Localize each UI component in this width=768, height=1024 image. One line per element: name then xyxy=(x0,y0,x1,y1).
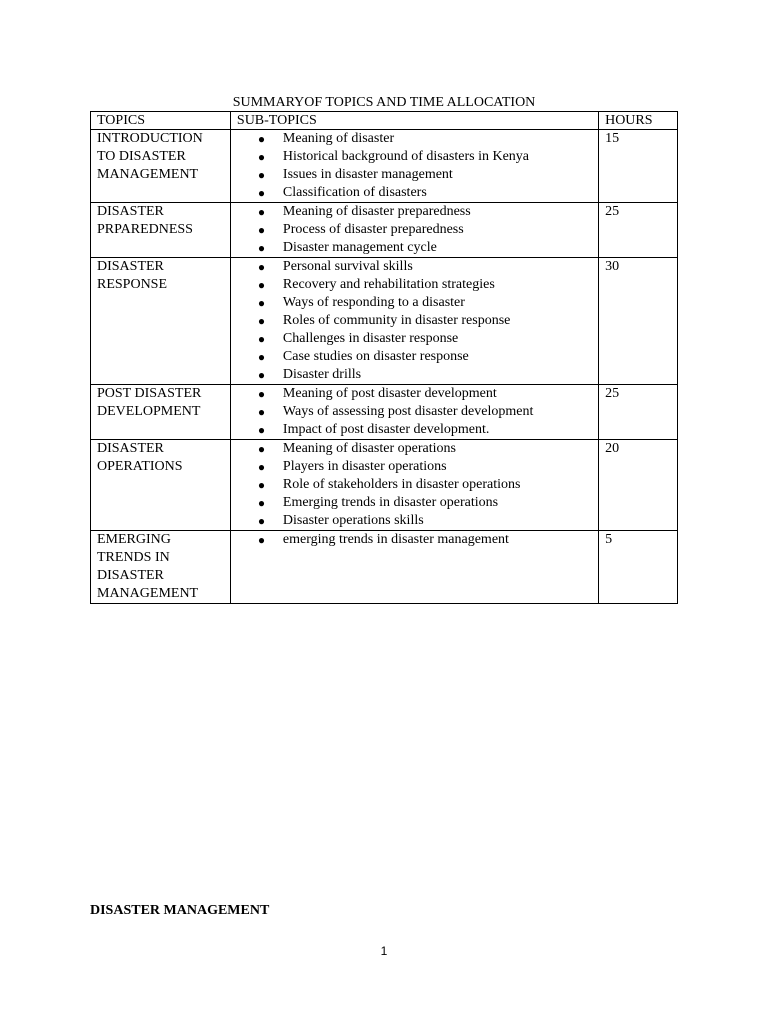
topic-line: TO DISASTER xyxy=(97,149,186,164)
topic-cell xyxy=(91,440,231,531)
subtopic-text: Recovery and rehabilitation strategies xyxy=(282,277,495,292)
topic-cell xyxy=(91,130,231,203)
subtopic-text: Disaster operations skills xyxy=(282,513,424,528)
bullet-icon: ● xyxy=(257,186,266,200)
topic-cell xyxy=(91,385,231,440)
bullet-icon: ● xyxy=(257,368,266,382)
subtopic-text: Emerging trends in disaster operations xyxy=(282,495,499,510)
subtopic-item xyxy=(237,531,598,549)
subtopic-item xyxy=(237,276,598,294)
subtopic-text: Challenges in disaster response xyxy=(282,331,459,346)
subtopic-item xyxy=(237,148,598,166)
bullet-icon: ● xyxy=(257,514,266,528)
topic-line: RESPONSE xyxy=(97,277,168,292)
bullet-icon: ● xyxy=(257,132,266,146)
table-header-row xyxy=(91,112,678,130)
subtopics-cell xyxy=(230,203,598,258)
subtopic-text: Historical background of disasters in Kenya xyxy=(282,149,530,164)
page-number: 1 xyxy=(380,944,388,958)
topic-line: DISASTER xyxy=(97,259,164,274)
subtopic-list xyxy=(237,130,598,202)
hours-cell: 5 xyxy=(599,531,678,604)
subtopic-list xyxy=(237,385,598,439)
subtopic-text: Disaster drills xyxy=(282,367,362,382)
subtopic-item xyxy=(237,458,598,476)
subtopic-text: Meaning of post disaster development xyxy=(282,386,497,401)
subtopic-item xyxy=(237,421,598,439)
subtopic-item xyxy=(237,403,598,421)
subtopic-item xyxy=(237,184,598,202)
hours-cell: 30 xyxy=(599,258,678,385)
subtopic-item xyxy=(237,166,598,184)
hours-cell: 20 xyxy=(599,440,678,531)
subtopic-item xyxy=(237,258,598,276)
topic-line: POST DISASTER xyxy=(97,386,202,401)
subtopics-cell xyxy=(230,130,598,203)
bullet-icon: ● xyxy=(257,150,266,164)
bullet-icon: ● xyxy=(257,533,266,547)
table-body xyxy=(91,130,678,604)
subtopic-text: Roles of community in disaster response xyxy=(282,313,511,328)
header-topics: TOPICS xyxy=(91,112,231,130)
bullet-icon: ● xyxy=(257,387,266,401)
subtopic-text: Ways of responding to a disaster xyxy=(282,295,465,310)
topic-line: INTRODUCTION xyxy=(97,131,203,146)
topic-line: DISASTER xyxy=(97,441,164,456)
table-row xyxy=(91,130,678,203)
subtopic-text: Personal survival skills xyxy=(282,259,413,274)
subtopic-text: Issues in disaster management xyxy=(282,167,453,182)
table-row xyxy=(91,385,678,440)
subtopics-cell xyxy=(230,531,598,604)
subtopic-text: Disaster management cycle xyxy=(282,240,437,255)
topic-line: OPERATIONS xyxy=(97,459,183,474)
subtopic-text: Players in disaster operations xyxy=(282,459,447,474)
bullet-icon: ● xyxy=(257,296,266,310)
subtopic-item xyxy=(237,476,598,494)
topics-table xyxy=(90,111,678,604)
subtopic-text: Meaning of disaster operations xyxy=(282,441,456,456)
bullet-icon: ● xyxy=(257,442,266,456)
topic-cell xyxy=(91,203,231,258)
subtopic-text: Meaning of disaster xyxy=(282,131,395,146)
topic-line: DEVELOPMENT xyxy=(97,404,201,419)
subtopics-cell xyxy=(230,440,598,531)
table-row xyxy=(91,531,678,604)
bullet-icon: ● xyxy=(257,278,266,292)
subtopic-item xyxy=(237,512,598,530)
subtopic-text: Case studies on disaster response xyxy=(282,349,469,364)
subtopic-item xyxy=(237,203,598,221)
subtopic-item xyxy=(237,294,598,312)
footer-title: DISASTER MANAGEMENT xyxy=(90,903,270,918)
topic-cell xyxy=(91,258,231,385)
topic-line: PRPAREDNESS xyxy=(97,222,193,237)
table-row xyxy=(91,440,678,531)
subtopic-text: Meaning of disaster preparedness xyxy=(282,204,471,219)
topic-line: DISASTER xyxy=(97,204,164,219)
bullet-icon: ● xyxy=(257,332,266,346)
subtopic-item xyxy=(237,440,598,458)
subtopic-text: Process of disaster preparedness xyxy=(282,222,464,237)
bullet-icon: ● xyxy=(257,314,266,328)
bullet-icon: ● xyxy=(257,423,266,437)
bullet-icon: ● xyxy=(257,223,266,237)
bullet-icon: ● xyxy=(257,405,266,419)
subtopic-item xyxy=(237,130,598,148)
subtopic-list xyxy=(237,531,598,549)
header-subtopics: SUB-TOPICS xyxy=(230,112,598,130)
hours-cell: 25 xyxy=(599,385,678,440)
topic-cell xyxy=(91,531,231,604)
bullet-icon: ● xyxy=(257,478,266,492)
subtopics-cell xyxy=(230,258,598,385)
subtopic-text: Classification of disasters xyxy=(282,185,427,200)
subtopics-cell xyxy=(230,385,598,440)
subtopic-item xyxy=(237,221,598,239)
topic-line: MANAGEMENT xyxy=(97,167,199,182)
hours-cell: 25 xyxy=(599,203,678,258)
topic-line: MANAGEMENT xyxy=(97,586,199,601)
subtopic-item xyxy=(237,330,598,348)
subtopic-item xyxy=(237,366,598,384)
table-row xyxy=(91,203,678,258)
subtopic-text: Impact of post disaster development. xyxy=(282,422,490,437)
table-row xyxy=(91,258,678,385)
subtopic-text: emerging trends in disaster management xyxy=(282,532,509,547)
subtopic-list xyxy=(237,440,598,530)
subtopic-item xyxy=(237,312,598,330)
bullet-icon: ● xyxy=(257,260,266,274)
subtopic-item xyxy=(237,385,598,403)
subtopic-list xyxy=(237,203,598,257)
bullet-icon: ● xyxy=(257,241,266,255)
hours-cell: 15 xyxy=(599,130,678,203)
subtopic-item xyxy=(237,348,598,366)
topic-line: TRENDS IN xyxy=(97,550,170,565)
bullet-icon: ● xyxy=(257,350,266,364)
header-hours: HOURS xyxy=(599,112,678,130)
table-title: SUMMARYOF TOPICS AND TIME ALLOCATION xyxy=(232,95,536,110)
subtopic-text: Ways of assessing post disaster development xyxy=(282,404,534,419)
subtopic-item xyxy=(237,494,598,512)
subtopic-item xyxy=(237,239,598,257)
topic-line: EMERGING xyxy=(97,532,171,547)
bullet-icon: ● xyxy=(257,205,266,219)
bullet-icon: ● xyxy=(257,460,266,474)
subtopic-text: Role of stakeholders in disaster operations xyxy=(282,477,521,492)
bullet-icon: ● xyxy=(257,496,266,510)
bullet-icon: ● xyxy=(257,168,266,182)
topic-line: DISASTER xyxy=(97,568,164,583)
subtopic-list xyxy=(237,258,598,384)
